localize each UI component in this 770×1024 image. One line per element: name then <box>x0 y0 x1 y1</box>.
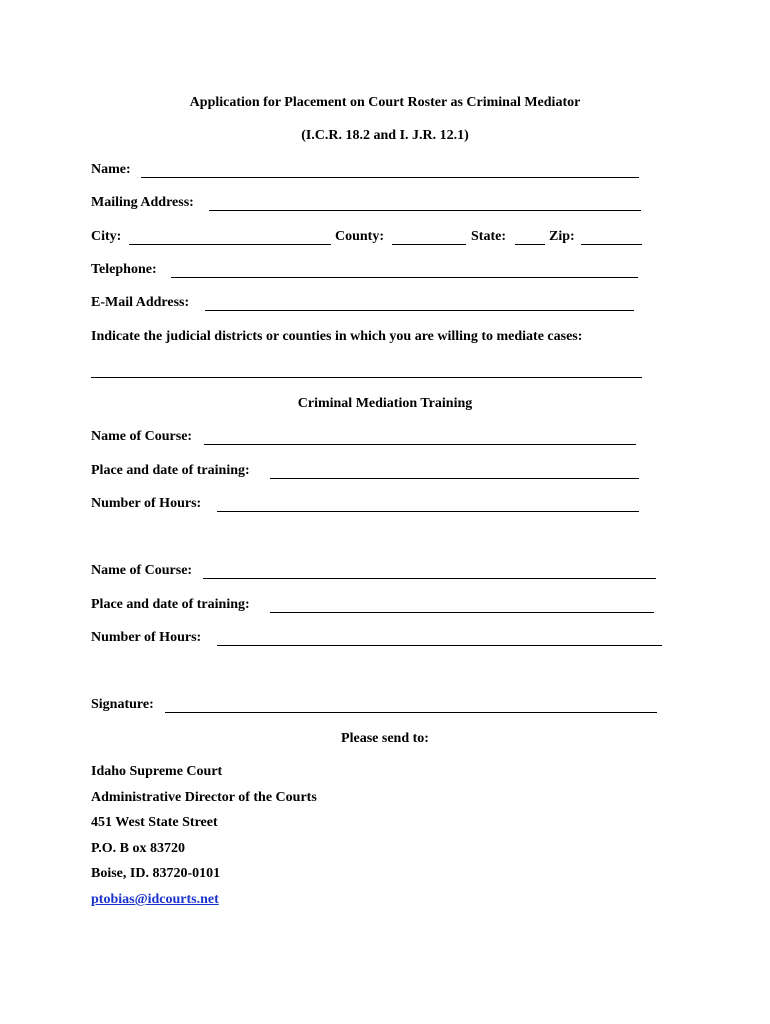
address-line-3: 451 West State Street <box>91 815 218 830</box>
city-label: City: <box>91 229 122 244</box>
mailing-address-label: Mailing Address: <box>91 195 194 210</box>
course-2-field[interactable] <box>203 578 656 579</box>
hours-2-field[interactable] <box>217 645 662 646</box>
address-line-4: P.O. B ox 83720 <box>91 841 185 856</box>
state-label: State: <box>471 229 506 244</box>
districts-prompt: Indicate the judicial districts or counties in which you are willing to mediate cases: <box>91 329 583 344</box>
county-label: County: <box>335 229 385 244</box>
hours-1-field[interactable] <box>217 511 639 512</box>
address-line-5: Boise, ID. 83720-0101 <box>91 866 221 881</box>
form-title: Application for Placement on Court Roster as Criminal Mediator <box>189 95 581 110</box>
email-field[interactable] <box>205 310 634 311</box>
place-2-label: Place and date of training: <box>91 597 250 612</box>
zip-label: Zip: <box>549 229 575 244</box>
course-1-field[interactable] <box>204 444 636 445</box>
signature-label: Signature: <box>91 697 154 712</box>
state-field[interactable] <box>515 244 545 245</box>
place-1-field[interactable] <box>270 478 639 479</box>
districts-field[interactable] <box>91 377 642 378</box>
training-heading: Criminal Mediation Training <box>297 396 473 411</box>
city-field[interactable] <box>129 244 331 245</box>
email-link[interactable]: ptobias@idcourts.net <box>91 892 219 907</box>
signature-field[interactable] <box>165 712 657 713</box>
name-field[interactable] <box>141 177 639 178</box>
telephone-field[interactable] <box>171 277 638 278</box>
telephone-label: Telephone: <box>91 262 157 277</box>
send-to-heading: Please send to: <box>341 731 429 746</box>
course-1-label: Name of Course: <box>91 429 193 444</box>
form-subtitle: (I.C.R. 18.2 and I. J.R. 12.1) <box>301 128 469 143</box>
county-field[interactable] <box>392 244 466 245</box>
address-line-1: Idaho Supreme Court <box>91 764 223 779</box>
course-2-label: Name of Course: <box>91 563 193 578</box>
place-2-field[interactable] <box>270 612 654 613</box>
address-line-2: Administrative Director of the Courts <box>91 790 317 805</box>
mailing-address-field[interactable] <box>209 210 641 211</box>
hours-1-label: Number of Hours: <box>91 496 202 511</box>
place-1-label: Place and date of training: <box>91 463 250 478</box>
email-label: E-Mail Address: <box>91 295 190 310</box>
hours-2-label: Number of Hours: <box>91 630 202 645</box>
name-label: Name: <box>91 162 131 177</box>
zip-field[interactable] <box>581 244 642 245</box>
